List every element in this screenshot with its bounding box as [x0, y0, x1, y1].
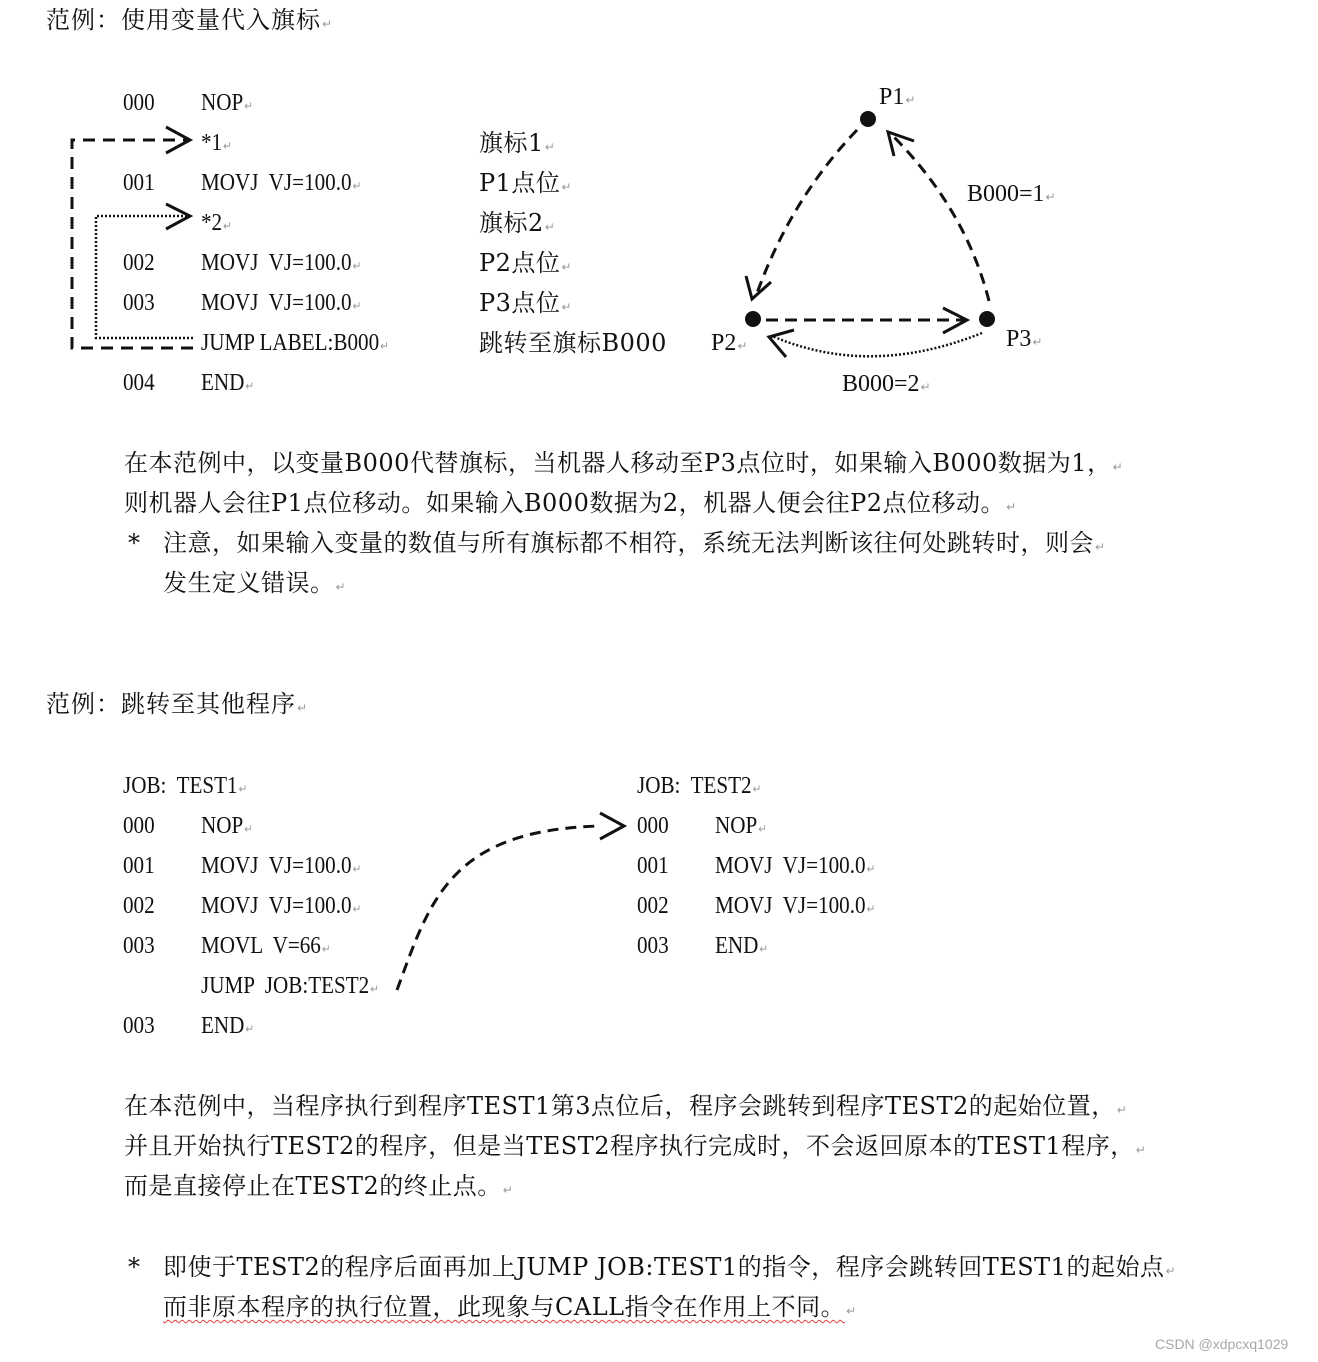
paragraph-mark: ↵	[561, 180, 572, 194]
code-command	[201, 1012, 254, 1043]
jump-job-arrow-head	[600, 813, 624, 839]
example1-note-line	[163, 569, 346, 601]
code-line-number: 001	[637, 853, 669, 879]
paragraph-mark: ↵	[544, 220, 556, 234]
code-note	[479, 129, 555, 161]
example1-paragraph-line	[124, 489, 1017, 521]
paragraph-text: 在本范例中，当程序执行到程序TEST1第3点位后，程序会跳转到程序TEST2的起始位置，	[124, 1092, 1116, 1120]
paragraph-text: 并且开始执行TEST2的程序，但是当TEST2程序执行完成时，不会返回原本的TEST1程序，	[124, 1132, 1135, 1160]
point-p2-dot	[745, 311, 761, 327]
point-label-text: P1	[879, 84, 905, 110]
paragraph-mark: ↵	[238, 782, 248, 796]
paragraph-mark: ↵	[352, 862, 362, 876]
paragraph-mark: ↵	[1045, 190, 1056, 204]
example2-heading-text: 范例：跳转至其他程序	[46, 690, 296, 718]
code-line-number: 003	[123, 290, 155, 316]
code-command-text: JUMP LABEL:B000	[201, 330, 380, 356]
jump-arrow-label2-head	[166, 204, 190, 229]
code-line-number: 002	[637, 893, 669, 919]
code-command-text: NOP	[201, 90, 244, 116]
note-marker: *	[128, 1253, 141, 1281]
paragraph-mark: ↵	[223, 139, 232, 153]
code-command	[201, 89, 253, 120]
code-command-text: MOVJ VJ=100.0	[201, 853, 352, 879]
paragraph-mark: ↵	[758, 822, 767, 836]
code-command	[201, 169, 361, 200]
paragraph-mark: ↵	[370, 982, 379, 996]
paragraph-mark: ↵	[297, 701, 309, 715]
example2-heading	[46, 690, 308, 722]
paragraph-mark: ↵	[905, 93, 916, 107]
code-line-number: 003	[123, 933, 155, 959]
code-line-number: 003	[637, 933, 669, 959]
paragraph-mark: ↵	[866, 902, 876, 916]
code-command-text: NOP	[201, 813, 244, 839]
paragraph-mark: ↵	[846, 1304, 857, 1318]
example2-paragraph-line	[124, 1092, 1127, 1124]
paragraph-mark: ↵	[1006, 500, 1017, 514]
note-text: 注意，如果输入变量的数值与所有旗标都不相符，系统无法判断该往何处跳转时，则会	[163, 529, 1094, 557]
jump-arrow-label1-head	[166, 127, 190, 153]
paragraph-mark: ↵	[352, 902, 362, 916]
job-title-text: JOB: TEST2	[637, 773, 752, 799]
code-command-text: MOVJ VJ=100.0	[715, 893, 866, 919]
paragraph-mark: ↵	[1165, 1264, 1177, 1278]
code-command-text: MOVJ VJ=100.0	[201, 290, 352, 316]
point-label-text: P2	[711, 330, 737, 356]
code-command-text: MOVJ VJ=100.0	[201, 170, 352, 196]
note-text: 即使于TEST2的程序后面再加上JUMP JOB:TEST1的指令，程序会跳转回TEST1的起始点	[163, 1253, 1165, 1281]
code-command	[201, 852, 361, 883]
jump-job-arrow-line	[397, 826, 600, 990]
code-line-number: 004	[123, 370, 155, 396]
example2-note-line	[163, 1253, 1176, 1285]
code-command-text: JUMP JOB:TEST2	[201, 973, 370, 999]
code-command	[201, 892, 361, 923]
paragraph-mark: ↵	[1032, 335, 1043, 349]
code-line-number: 000	[123, 90, 155, 116]
code-command-text: MOVL V=66	[201, 933, 321, 959]
code-command	[715, 852, 875, 883]
code-note	[479, 169, 572, 201]
paragraph-text: 在本范例中，以变量B000代替旗标，当机器人移动至P3点位时，如果输入B000数据为1，	[124, 449, 1112, 477]
job-title-text: JOB: TEST1	[123, 773, 238, 799]
paragraph-mark: ↵	[352, 259, 362, 273]
paragraph-mark: ↵	[752, 782, 762, 796]
point-p1-dot	[860, 111, 876, 127]
code-command-text: MOVJ VJ=100.0	[201, 893, 352, 919]
condition-label-text: B000=2	[842, 371, 920, 397]
code-command	[201, 932, 331, 963]
path-p3-to-p1-arrowhead	[888, 132, 914, 156]
code-line-number: 000	[123, 813, 155, 839]
code-line-number: 001	[123, 853, 155, 879]
paragraph-mark: ↵	[737, 339, 748, 353]
paragraph-mark: ↵	[1112, 460, 1124, 474]
example2-note-line	[163, 1293, 857, 1325]
code-line-number: 000	[637, 813, 669, 839]
code-command	[201, 329, 389, 360]
paragraph-mark: ↵	[1095, 540, 1106, 554]
point-p2-label	[711, 329, 747, 360]
paragraph-mark: ↵	[244, 99, 253, 113]
jump-arrow-label2-line	[96, 216, 193, 338]
paragraph-mark: ↵	[1135, 1143, 1147, 1157]
paragraph-mark: ↵	[245, 1022, 255, 1036]
watermark: CSDN @xdpcxq1029	[1155, 1336, 1289, 1352]
note-marker: *	[128, 529, 141, 557]
example1-note-line	[163, 529, 1106, 561]
code-note-text: P2点位	[479, 249, 561, 277]
code-command-text: MOVJ VJ=100.0	[715, 853, 866, 879]
code-command-text: END	[201, 370, 245, 396]
point-p3-dot	[979, 311, 995, 327]
code-label	[201, 129, 232, 160]
example2-paragraph-line	[124, 1132, 1146, 1164]
code-note	[479, 209, 555, 241]
code-note-text: P1点位	[479, 169, 561, 197]
example1-paragraph-line	[124, 449, 1123, 481]
code-label-text: *1	[201, 130, 223, 156]
code-note-text: 旗标1	[479, 129, 544, 157]
paragraph-text: 则机器人会往P1点位移动。如果输入B000数据为2，机器人便会往P2点位移动。	[124, 489, 1006, 517]
note-text-spellcheck: 而非原本程序的执行位置，此现象与CALL指令在作用上不同。	[163, 1293, 846, 1321]
example2-paragraph-line	[124, 1172, 513, 1204]
paragraph-mark: ↵	[561, 300, 572, 314]
point-p3-label	[1006, 325, 1042, 356]
paragraph-mark: ↵	[321, 942, 331, 956]
path-p2-to-p3-arrowhead	[943, 308, 967, 333]
note-text: 发生定义错误。	[163, 569, 335, 597]
paragraph-mark: ↵	[223, 219, 232, 233]
code-command	[201, 369, 254, 400]
code-command	[201, 249, 361, 280]
code-command-text: END	[715, 933, 759, 959]
code-line-number: 001	[123, 170, 155, 196]
condition-b000-2-label	[842, 370, 931, 401]
paragraph-mark: ↵	[759, 942, 769, 956]
paragraph-mark: ↵	[352, 179, 362, 193]
code-command	[715, 932, 768, 963]
point-p1-label	[879, 83, 915, 114]
paragraph-mark: ↵	[920, 380, 931, 394]
code-note-text: P3点位	[479, 289, 561, 317]
path-p1-to-p2	[756, 130, 857, 296]
paragraph-mark: ↵	[244, 822, 253, 836]
path-p3-to-p2-arrowhead	[769, 330, 794, 357]
example1-heading	[46, 6, 333, 38]
code-command-text: MOVJ VJ=100.0	[201, 250, 352, 276]
path-p1-to-p2-arrowhead	[746, 276, 771, 299]
paragraph-mark: ↵	[352, 299, 362, 313]
condition-b000-1-label	[967, 180, 1056, 211]
code-command	[715, 812, 767, 843]
paragraph-mark: ↵	[544, 140, 556, 154]
paragraph-text: 而是直接停止在TEST2的终止点。	[124, 1172, 502, 1200]
paragraph-mark: ↵	[335, 580, 347, 594]
code-command	[201, 812, 253, 843]
paragraph-mark: ↵	[245, 379, 255, 393]
paragraph-mark: ↵	[1116, 1103, 1128, 1117]
code-note	[479, 289, 572, 321]
paragraph-mark: ↵	[502, 1183, 514, 1197]
example1-heading-text: 范例：使用变量代入旗标	[46, 6, 321, 34]
code-command	[201, 289, 361, 320]
paragraph-mark: ↵	[380, 339, 389, 353]
point-label-text: P3	[1006, 326, 1032, 352]
code-label	[201, 209, 232, 240]
code-label-text: *2	[201, 210, 223, 236]
paragraph-mark: ↵	[561, 260, 572, 274]
code-command-text: NOP	[715, 813, 758, 839]
path-p3-to-p2	[772, 333, 982, 356]
code-line-number: 002	[123, 893, 155, 919]
job-title	[637, 772, 761, 803]
code-command	[715, 892, 875, 923]
job-title	[123, 772, 247, 803]
code-note-text: 旗标2	[479, 209, 544, 237]
path-p3-to-p1	[893, 136, 989, 301]
code-note: 跳转至旗标B000	[479, 329, 667, 357]
code-line-number: 003	[123, 1013, 155, 1039]
condition-label-text: B000=1	[967, 181, 1045, 207]
paragraph-mark: ↵	[866, 862, 876, 876]
code-line-number: 002	[123, 250, 155, 276]
paragraph-mark: ↵	[322, 17, 334, 31]
code-command-text: END	[201, 1013, 245, 1039]
code-command	[201, 972, 379, 1003]
code-note	[479, 249, 572, 281]
